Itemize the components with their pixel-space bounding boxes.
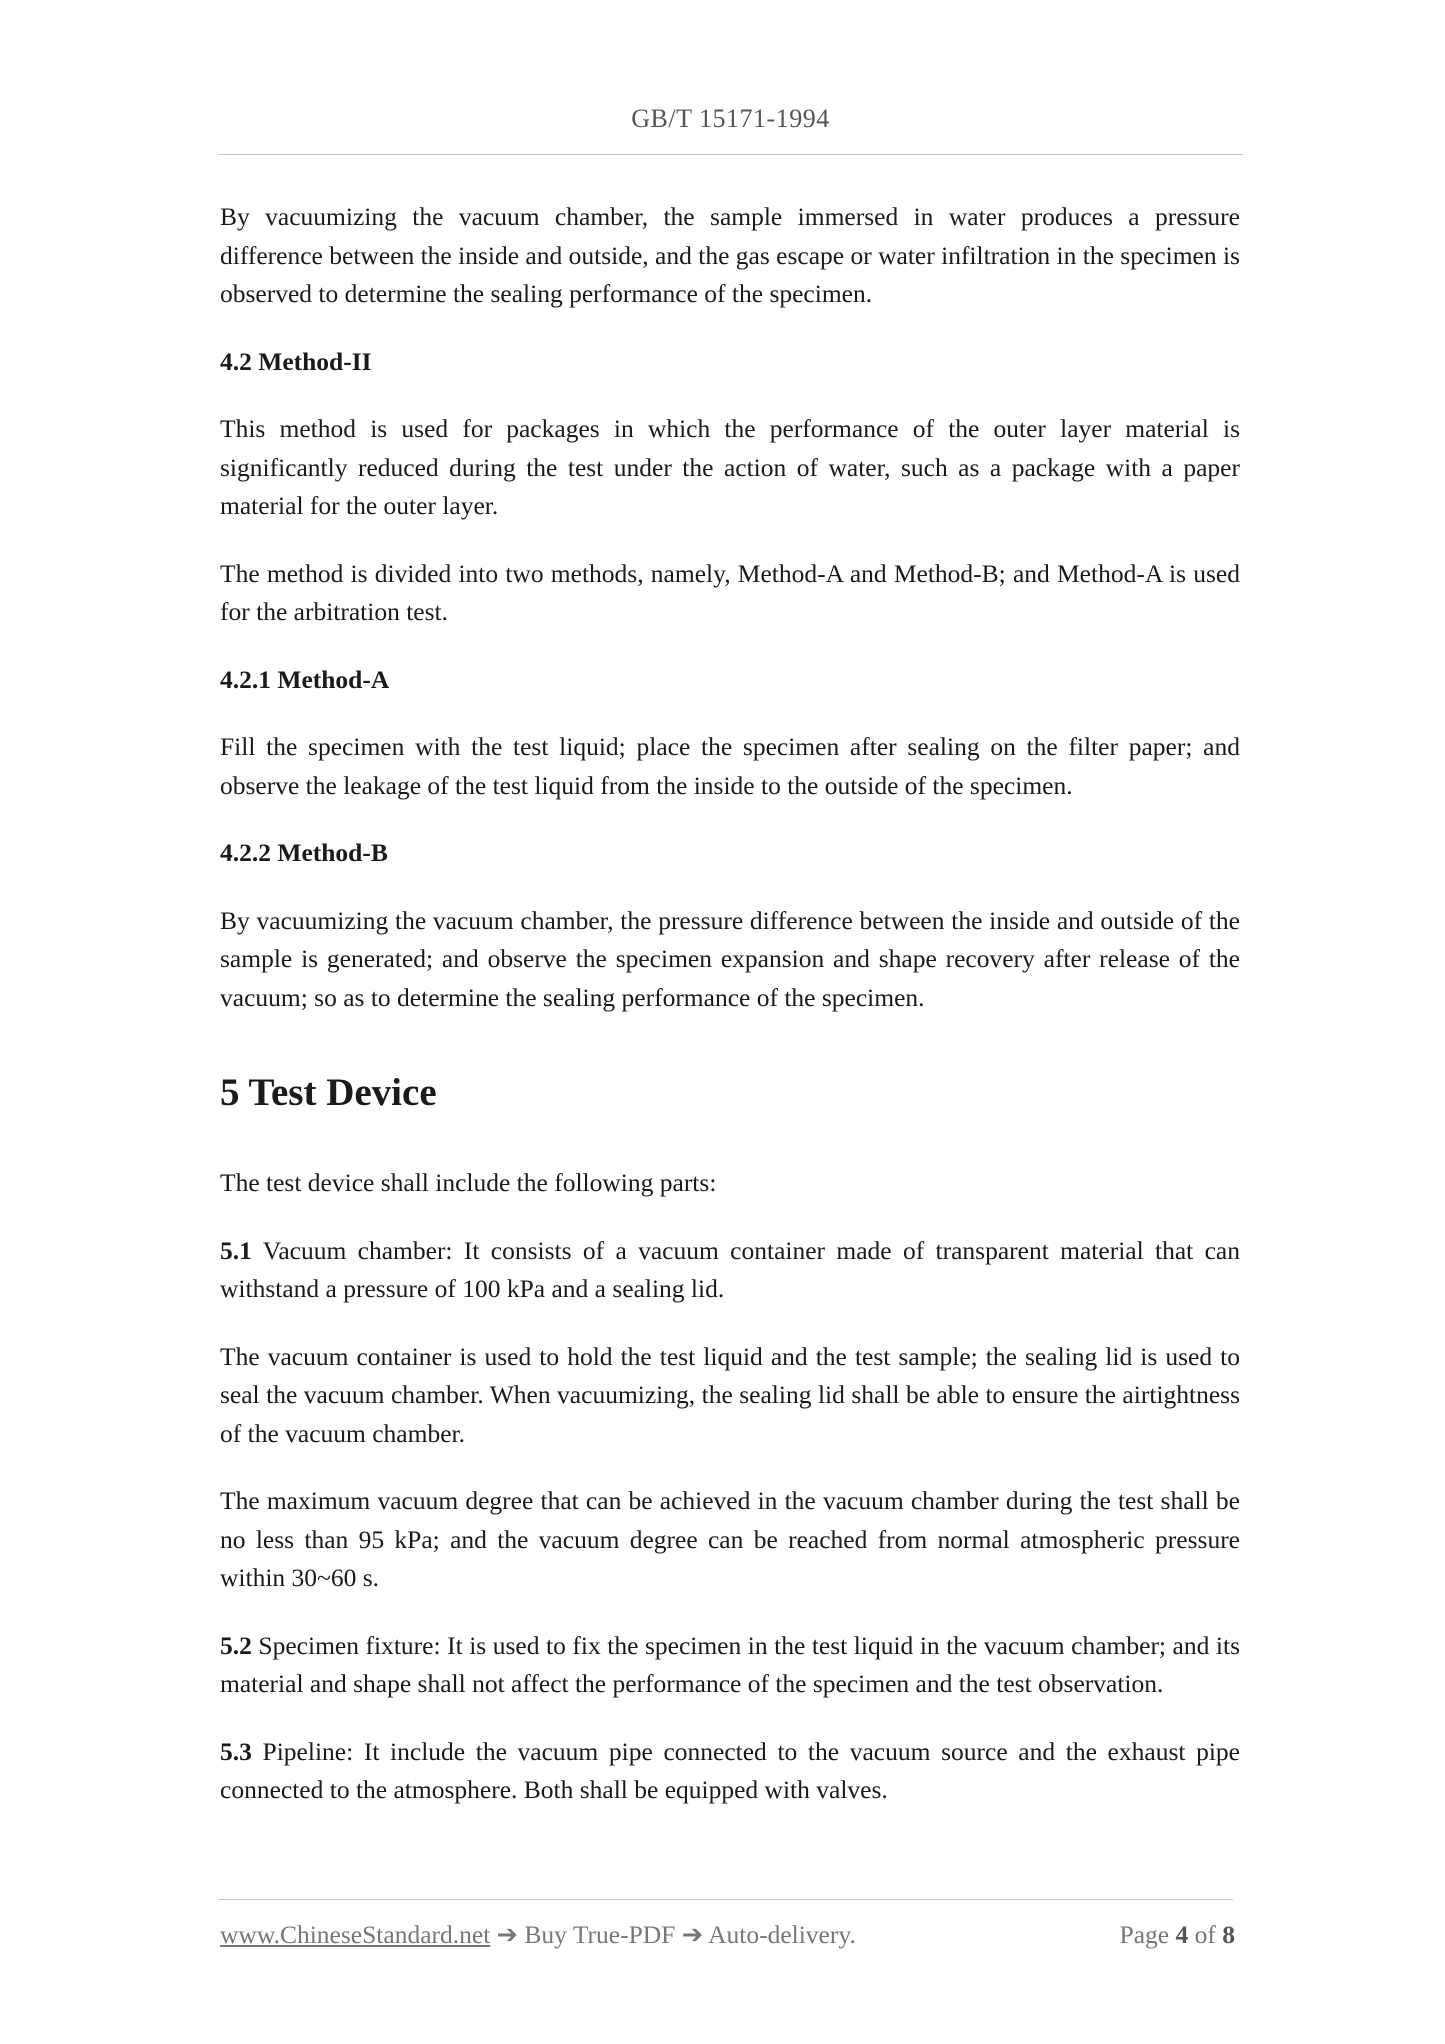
arrow-right-icon: ➔ — [681, 1920, 704, 1949]
arrow-right-icon: ➔ — [496, 1920, 519, 1949]
clause-5-1-number: 5.1 — [220, 1235, 252, 1265]
clause-5-2 — [220, 1627, 1240, 1704]
document-header: GB/T 15171-1994 — [631, 104, 830, 133]
page-content — [220, 198, 1240, 1839]
section-4-2-2-heading: 4.2.2 Method-B — [220, 838, 388, 867]
intro-paragraph: By vacuumizing the vacuum chamber, the sample immersed in water produces a pressure difference between the inside and outside, and the gas escape or water infiltration in the specimen is observed to determine the sealing performance of the specimen. — [220, 202, 1240, 308]
footer-promo — [220, 1916, 856, 1954]
clause-5-1 — [220, 1232, 1240, 1309]
page-label: Page — [1119, 1920, 1170, 1949]
section-4-2-heading: 4.2 Method-II — [220, 346, 372, 376]
auto-delivery-text: Auto-delivery. — [708, 1920, 856, 1949]
section-4-2-2-paragraph: By vacuumizing the vacuum chamber, the pressure difference between the inside and outside of the sample is generated; and observe the specimen expansion and shape recovery after release of the vacuum; so as to determine the sealing performance of the specimen. — [220, 905, 1240, 1012]
footer-divider — [218, 1899, 1233, 1900]
section-4-2-paragraph-1: This method is used for packages in which the performance of the outer layer material is significantly reduced during the test under the action of water, such as a package with a paper material for the outer layer. — [220, 414, 1240, 520]
clause-5-2-number: 5.2 — [220, 1630, 252, 1660]
section-4-2-1-heading: 4.2.1 Method-A — [220, 664, 390, 694]
page-number — [1120, 1916, 1235, 1954]
section-5-heading: 5 Test Device — [220, 1071, 437, 1114]
total-page-number: 8 — [1222, 1920, 1235, 1949]
section-4-2-1-paragraph: Fill the specimen with the test liquid; place the specimen after sealing on the filter paper; and observe the leakage of the test liquid from the inside to the outside of the specimen. — [220, 732, 1240, 800]
clause-5-3-number: 5.3 — [220, 1736, 252, 1766]
clause-5-1-text: Vacuum chamber: It consists of a vacuum container made of transparent material that can withstand a pressure of 100 kPa and a sealing lid. — [220, 1235, 1240, 1303]
website-link[interactable]: www.ChineseStandard.net — [220, 1920, 491, 1949]
section-5-intro: The test device shall include the following parts: — [220, 1168, 717, 1197]
clause-5-2-text: Specimen fixture: It is used to fix the specimen in the test liquid in the vacuum chamber; and its material and shape shall not affect the performance of the specimen and the test observation. — [220, 1630, 1240, 1698]
clause-5-1-paragraph-3: The maximum vacuum degree that can be achieved in the vacuum chamber during the test shall be no less than 95 kPa; and the vacuum degree can be reached from normal atmospheric pressure within 30~60 s. — [220, 1486, 1240, 1592]
clause-5-3 — [220, 1733, 1240, 1810]
buy-true-pdf-text: Buy True-PDF — [524, 1920, 676, 1949]
header-divider — [218, 154, 1243, 155]
page-of-label: of — [1194, 1920, 1216, 1949]
section-4-2-paragraph-2: The method is divided into two methods, namely, Method-A and Method-B; and Method-A is used for the arbitration test. — [220, 558, 1240, 626]
clause-5-1-paragraph-2: The vacuum container is used to hold the test liquid and the test sample; the sealing lid is used to seal the vacuum chamber. When vacuumizing, the sealing lid shall be able to ensure the airtightness of the vacuum chamber. — [220, 1341, 1240, 1448]
current-page-number: 4 — [1175, 1920, 1189, 1949]
clause-5-3-text: Pipeline: It include the vacuum pipe connected to the vacuum source and the exhaust pipe connected to the atmosphere. Both shall be equipped with valves. — [220, 1736, 1240, 1804]
